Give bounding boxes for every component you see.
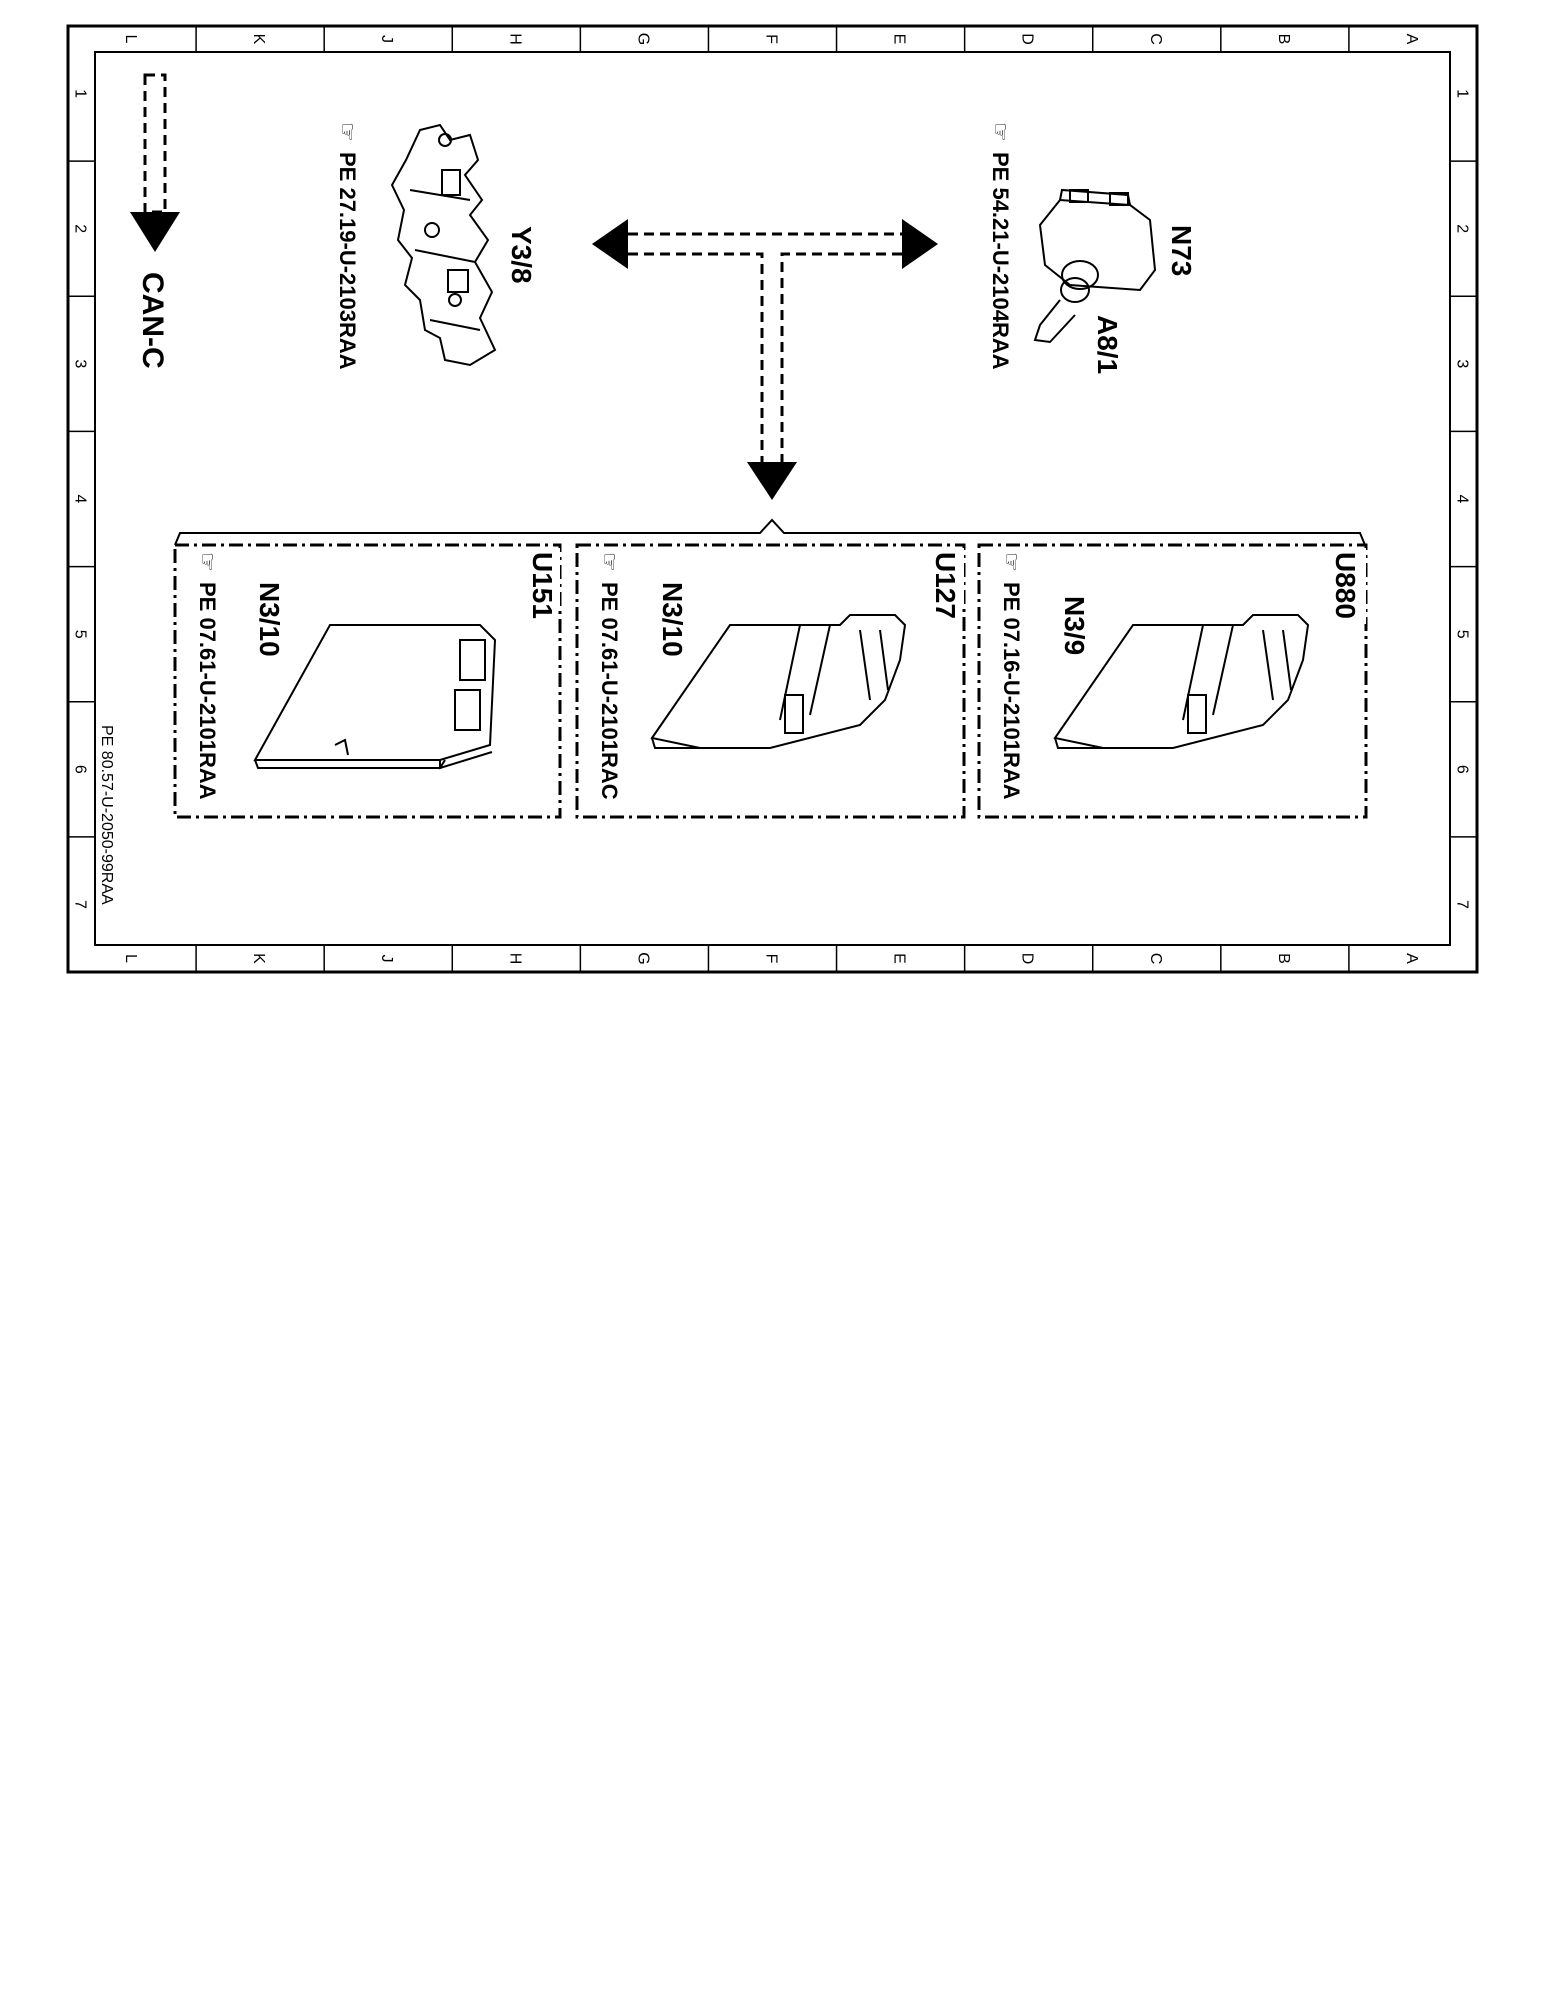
module-group-brace xyxy=(175,520,1365,545)
ecu-u151-icon xyxy=(255,625,495,768)
grid-column-letter: J xyxy=(378,35,396,43)
can-bus-connection xyxy=(592,219,938,500)
grid-column-letter: E xyxy=(890,33,908,45)
grid-row-number: 5 xyxy=(71,629,89,639)
grid-row-number: 7 xyxy=(1453,899,1471,909)
grid-column-letter: A xyxy=(1402,953,1420,964)
can-c-label: CAN-C xyxy=(136,272,169,369)
grid-column-letter: K xyxy=(250,953,268,964)
document-reference: PE 80.57-U-2050-99RAA xyxy=(98,725,115,905)
hand-pointer-icon: ☞ xyxy=(999,552,1024,572)
u880-ref: PE 07.16-U-2101RAA xyxy=(999,582,1024,800)
grid-column-letter: B xyxy=(1274,953,1292,964)
bus-arrow-left xyxy=(592,219,628,269)
grid-row-number: 6 xyxy=(71,764,89,774)
grid-column-letter: J xyxy=(378,954,396,963)
grid-column-letter: F xyxy=(762,953,780,964)
grid-column-letter: B xyxy=(1274,33,1292,45)
n73-label: N73 xyxy=(1166,225,1197,277)
n73-ref: PE 54.21-U-2104RAA xyxy=(988,152,1013,370)
grid-column-letter: C xyxy=(1146,33,1164,45)
y3-8-ref: PE 27.19-U-2103RAA xyxy=(335,152,360,370)
bus-arrow-right xyxy=(902,219,938,269)
a8-1-label: A8/1 xyxy=(1092,315,1123,375)
y3-8-label: Y3/8 xyxy=(506,226,537,284)
grid-column-letter: G xyxy=(634,32,652,46)
grid-column-letter: G xyxy=(634,952,652,965)
grid-row-number: 3 xyxy=(1453,359,1471,369)
hand-pointer-icon: ☞ xyxy=(597,552,622,572)
grid-row-number: 4 xyxy=(71,494,89,504)
u880-code: U880 xyxy=(1330,552,1361,619)
grid-column-letter: L xyxy=(122,34,140,44)
grid-row-number: 2 xyxy=(1453,224,1471,234)
grid-row-number: 6 xyxy=(1453,764,1471,774)
grid-row-number: 4 xyxy=(1453,494,1471,504)
grid-column-letter: H xyxy=(506,952,524,965)
grid-row-number: 1 xyxy=(1453,89,1471,99)
hand-pointer-icon: ☞ xyxy=(195,552,220,572)
ecu-u127-icon xyxy=(652,615,905,748)
u151-name: N3/10 xyxy=(254,582,285,657)
can-c-legend xyxy=(130,75,180,369)
grid-row-number: 1 xyxy=(71,89,89,99)
grid-bottom-letters xyxy=(122,945,1420,972)
grid-row-number: 7 xyxy=(71,899,89,909)
grid-row-number: 2 xyxy=(71,224,89,234)
hand-pointer-icon: ☞ xyxy=(335,122,360,142)
u127-name: N3/10 xyxy=(657,582,688,657)
u880-name: N3/9 xyxy=(1059,596,1090,656)
u151-code: U151 xyxy=(527,552,558,619)
u151-ref: PE 07.61-U-2101RAA xyxy=(195,582,220,800)
u127-ref: PE 07.61-U-2101RAC xyxy=(597,582,622,800)
grid-top-letters xyxy=(122,26,1420,52)
y3-8-labels xyxy=(335,122,537,370)
grid-column-letter: C xyxy=(1146,952,1164,965)
n73-labels xyxy=(988,122,1197,374)
u127-module-box xyxy=(577,545,964,817)
grid-column-letter: D xyxy=(1018,952,1036,965)
ecu-u880-icon xyxy=(1055,615,1308,748)
grid-row-number: 5 xyxy=(1453,629,1471,639)
grid-column-letter: K xyxy=(250,33,268,45)
hand-pointer-icon: ☞ xyxy=(988,122,1013,142)
grid-column-letter: H xyxy=(506,33,524,45)
grid-right-numbers xyxy=(1450,89,1477,909)
u151-module-box xyxy=(175,545,560,817)
u880-module-box xyxy=(979,545,1366,817)
grid-row-number: 3 xyxy=(71,359,89,369)
grid-column-letter: A xyxy=(1402,33,1420,45)
grid-column-letter: F xyxy=(762,34,780,44)
u127-code: U127 xyxy=(930,552,961,619)
grid-column-letter: E xyxy=(890,953,908,964)
grid-column-letter: L xyxy=(122,954,140,963)
y3-8-valve-body-icon xyxy=(392,125,495,365)
grid-left-numbers xyxy=(68,89,95,909)
grid-column-letter: D xyxy=(1018,33,1036,45)
bus-arrow-down xyxy=(747,462,797,500)
